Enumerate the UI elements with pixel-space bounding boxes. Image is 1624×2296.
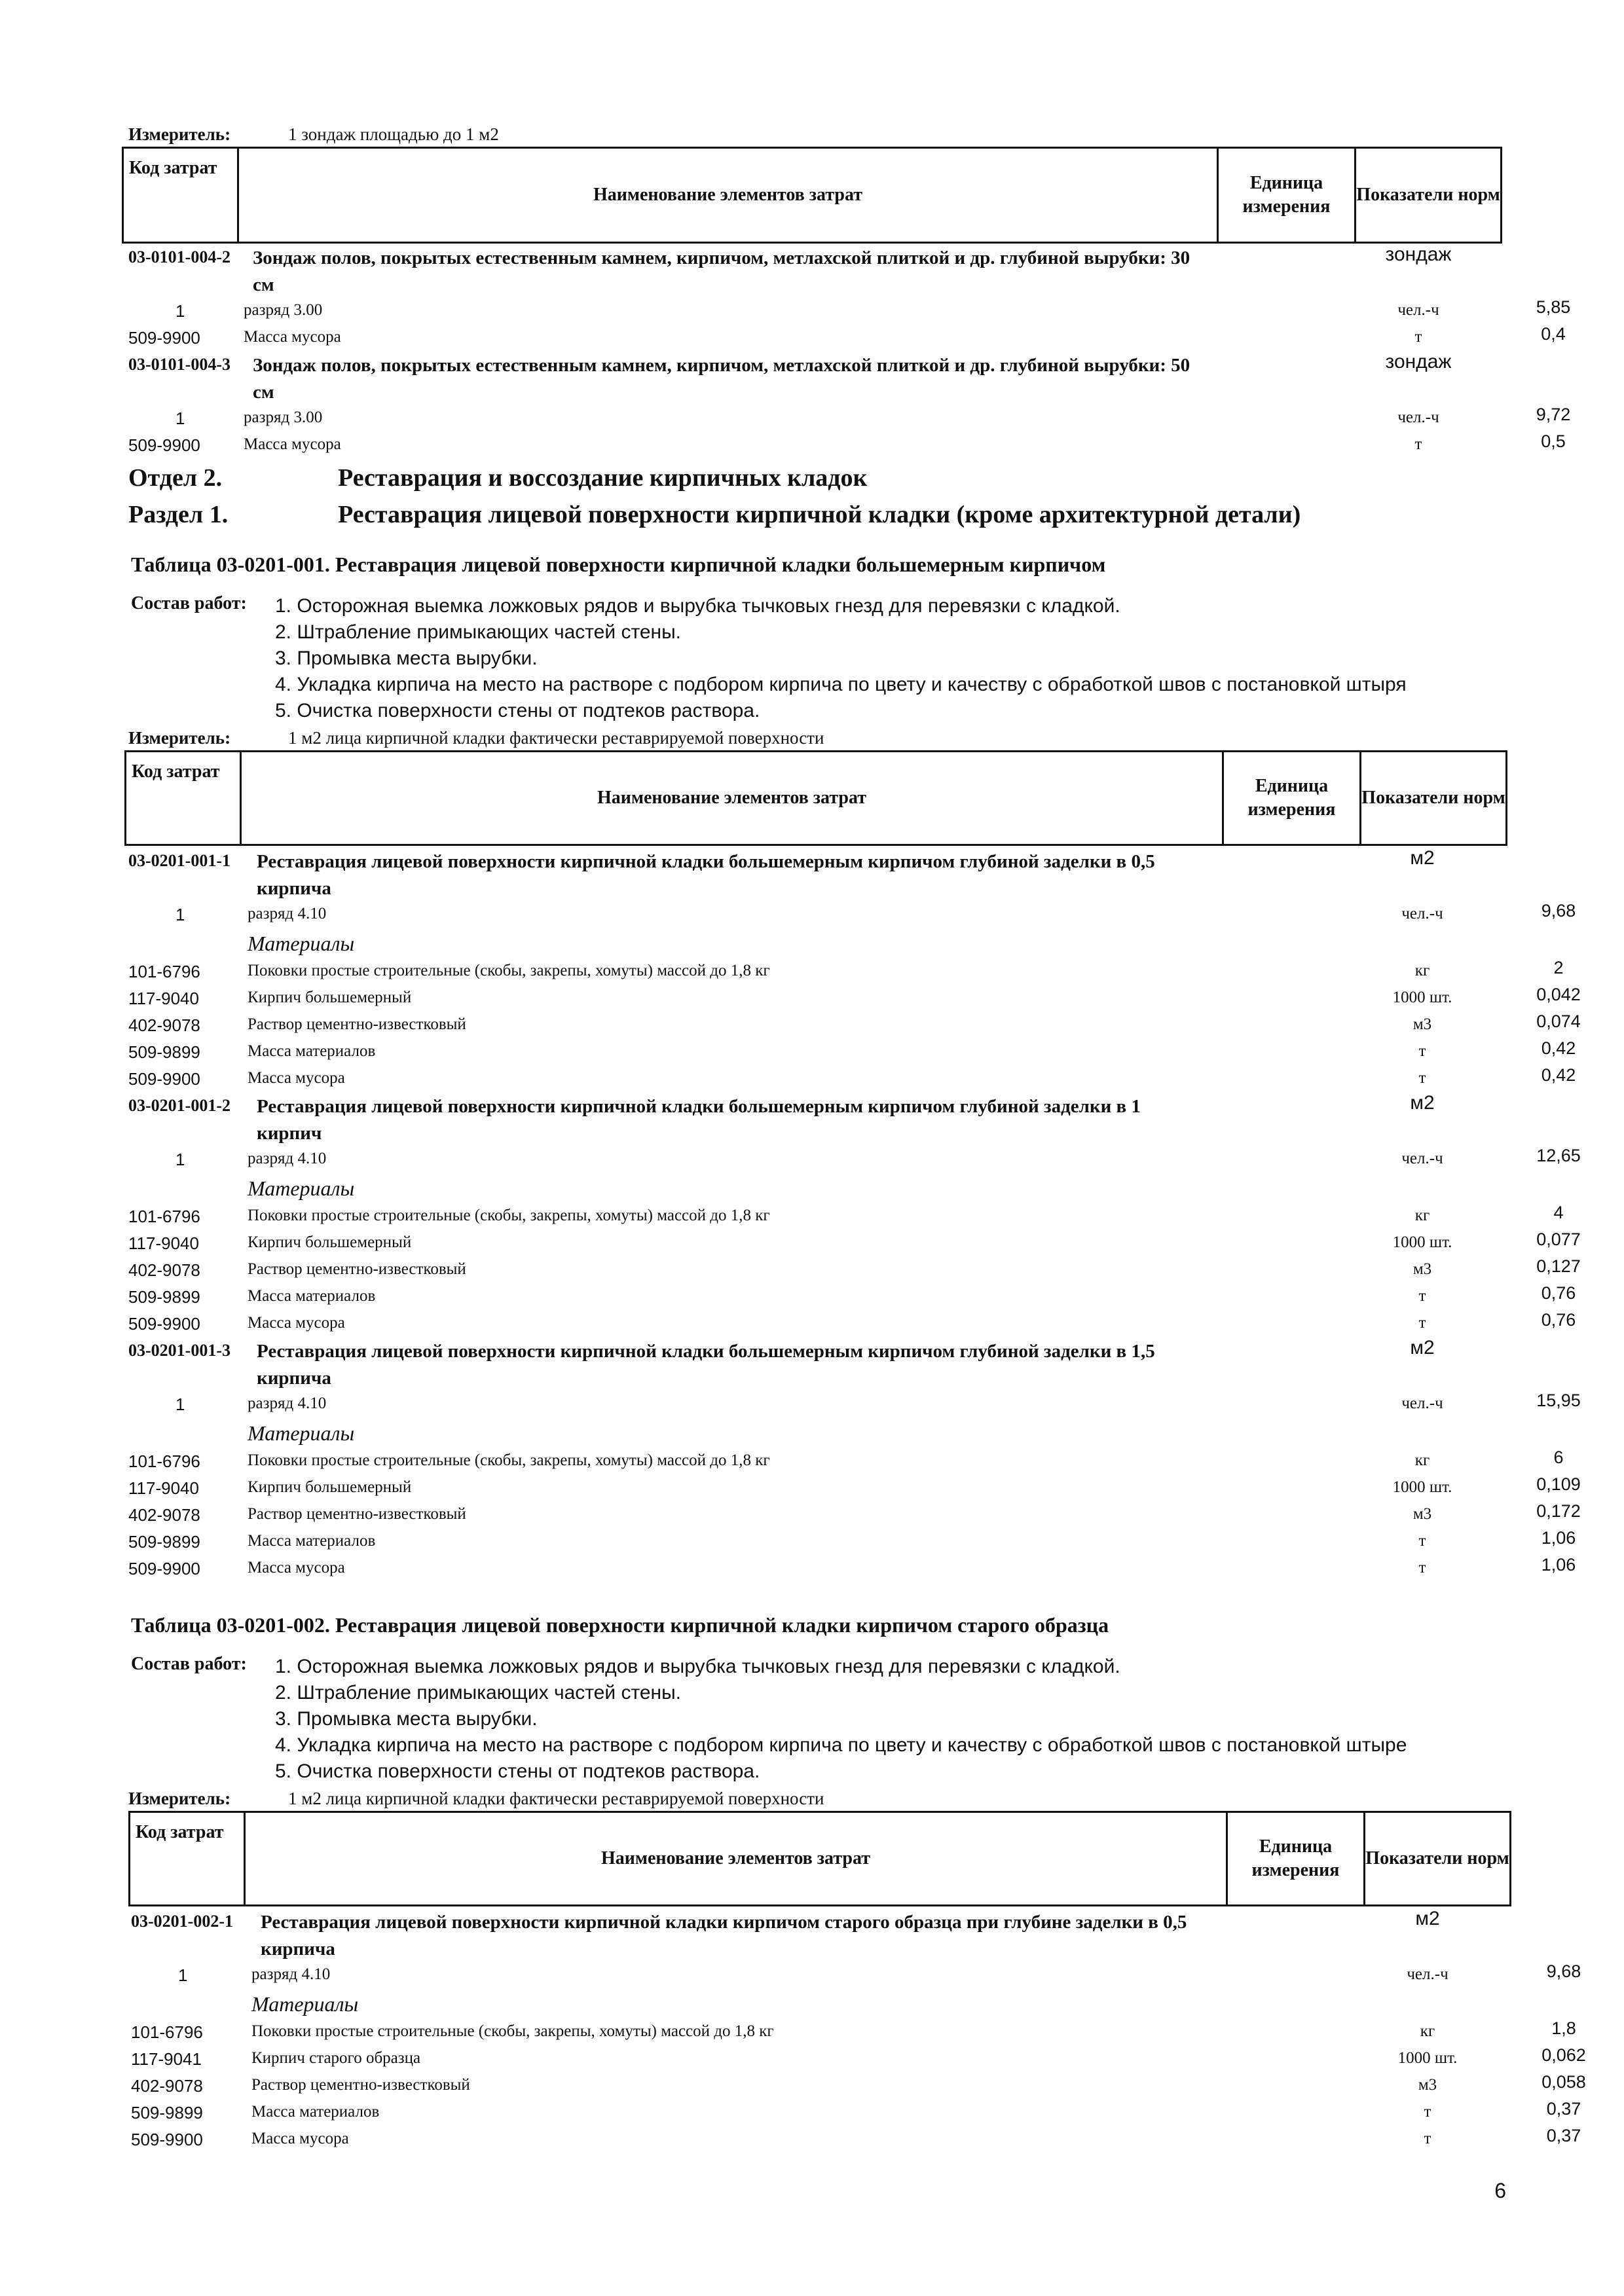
cell-norm: 9,72 — [1536, 405, 1571, 424]
resource-row — [128, 901, 1576, 932]
cell-unit: т — [1418, 1532, 1426, 1550]
header-unit: Единица измерения — [1224, 752, 1361, 844]
cell-unit: т — [1418, 1069, 1426, 1087]
otdel-title: Реставрация и воссоздание кирпичных кладок — [338, 464, 868, 492]
cell-code: 03-0201-002-1 — [131, 1912, 233, 1931]
table2-measure — [128, 1789, 824, 1809]
cell-name: Масса мусора — [244, 435, 341, 453]
cell-name: Раствор цементно-известковый — [251, 2076, 470, 2094]
cell-code: 402-9078 — [128, 1015, 200, 1035]
table2-title: Таблица 03-0201-002. Реставрация лицевой поверхности кирпичной кладки кирпичом старого образца — [131, 1613, 1109, 1637]
cell-code: 117-9041 — [131, 2049, 202, 2069]
cell-name: разряд 3.00 — [244, 409, 323, 426]
cell-code: 03-0101-004-2 — [128, 247, 231, 266]
cell-unit: чел.-ч — [1397, 409, 1439, 426]
cell-unit: м3 — [1418, 2076, 1437, 2094]
table1-measure — [128, 728, 824, 748]
cell-code: 402-9078 — [131, 2076, 203, 2096]
top-measure — [128, 124, 499, 145]
cell-name: Масса материалов — [248, 1287, 376, 1305]
cell-code: 509-9900 — [128, 1559, 200, 1578]
otdel-label: Отдел 2. — [128, 464, 223, 492]
resource-row — [128, 1203, 1564, 1234]
cell-unit: чел.-ч — [1401, 905, 1443, 922]
resource-row — [131, 2072, 1586, 2104]
cell-name: разряд 4.10 — [248, 905, 327, 922]
cell-code: 117-9040 — [128, 989, 199, 1008]
resource-row — [128, 1230, 1581, 1261]
razdel-title: Реставрация лицевой поверхности кирпичной кладки (кроме архитектурной детали) — [338, 501, 1301, 528]
work-item-row — [128, 244, 1510, 295]
cell-norm: 0,074 — [1536, 1011, 1581, 1031]
sostav-item: 5. Очистка поверхности стены от подтеков раствора. — [275, 700, 760, 721]
header-code: Код затрат — [130, 1813, 246, 1904]
cell-name: Зондаж полов, покрытых естественным камнем, кирпичом, метлахской плиткой и др. глубиной вырубки: 30 см — [253, 247, 1190, 295]
cell-norm: 0,172 — [1536, 1501, 1581, 1521]
cell-name: Кирпич старого образца — [251, 2049, 421, 2067]
table1-title: Таблица 03-0201-001. Реставрация лицевой поверхности кирпичной кладки большемерным кирпичом — [131, 553, 1106, 576]
resource-row — [128, 297, 1571, 329]
resource-row — [128, 958, 1564, 989]
cell-norm: 1,8 — [1551, 2018, 1576, 2038]
cell-code: 03-0201-001-2 — [128, 1096, 231, 1115]
table1-sostav — [131, 593, 1493, 728]
cell-norm: 0,077 — [1536, 1230, 1581, 1249]
cell-norm: 0,76 — [1541, 1310, 1576, 1330]
cell-name: Масса мусора — [248, 1069, 345, 1087]
sostav-item: 4. Укладка кирпича на место на растворе с подбором кирпича по цвету и качеству с обработкой швов с постановкой штыря — [275, 674, 1407, 695]
cell-code: 101-6796 — [128, 962, 200, 981]
cell-name: Раствор цементно-известковый — [248, 1505, 466, 1523]
cell-name: Реставрация лицевой поверхности кирпичной кладки большемерным кирпичом глубиной заделки в 0,5 кирпича — [257, 851, 1155, 899]
resource-row — [128, 1011, 1581, 1043]
cell-code: 402-9078 — [128, 1505, 200, 1525]
resource-row — [128, 431, 1566, 463]
cell-code: 509-9899 — [131, 2103, 203, 2123]
resource-row — [128, 324, 1566, 355]
cell-code: 101-6796 — [131, 2022, 203, 2042]
header-unit: Единица измерения — [1228, 1813, 1365, 1904]
cell-unit: кг — [1414, 1207, 1430, 1224]
cell-code: 101-6796 — [128, 1451, 200, 1471]
sostav-label: Состав работ: — [131, 1654, 247, 1674]
table2-header — [128, 1811, 1511, 1906]
materials-heading-row — [128, 932, 1510, 959]
cell-norm: 0,4 — [1541, 324, 1566, 344]
cell-unit: кг — [1420, 2022, 1435, 2040]
cell-unit: м2 — [1410, 847, 1435, 869]
sostav-item: 2. Штрабление примыкающих частей стены. — [275, 1682, 681, 1704]
cell-norm: 0,5 — [1541, 431, 1566, 451]
cell-name: Материалы — [248, 1176, 355, 1200]
cell-norm: 0,058 — [1541, 2072, 1586, 2092]
measure-value: 1 м2 лица кирпичной кладки фактически реставрируемой поверхности — [288, 1789, 824, 1808]
cell-unit: м3 — [1412, 1505, 1432, 1523]
cell-code: 1 — [175, 409, 185, 428]
cell-name: Кирпич большемерный — [248, 989, 412, 1006]
resource-row — [128, 1448, 1564, 1479]
cell-name: Материалы — [251, 1992, 359, 2016]
razdel-label: Раздел 1. — [128, 501, 229, 528]
resource-row — [128, 1146, 1581, 1177]
cell-unit: 1000 шт. — [1397, 2049, 1458, 2067]
cell-name: разряд 4.10 — [248, 1150, 327, 1167]
measure-value: 1 зондаж площадью до 1 м2 — [288, 124, 499, 144]
sostav-item: 1. Осторожная выемка ложковых рядов и вырубка тычковых гнезд для перевязки с кладкой. — [275, 595, 1120, 617]
cell-norm: 0,37 — [1546, 2099, 1581, 2119]
cell-unit: т — [1418, 1559, 1426, 1576]
resource-row — [128, 985, 1581, 1016]
cell-unit: чел.-ч — [1407, 1965, 1449, 1983]
cell-code: 402-9078 — [128, 1260, 200, 1280]
cell-code: 509-9900 — [128, 328, 200, 348]
work-item-row — [128, 1092, 1510, 1144]
work-item-row — [128, 351, 1510, 403]
cell-unit: м2 — [1410, 1337, 1435, 1358]
header-name: Наименование элементов затрат — [242, 752, 1224, 844]
resource-row — [131, 2018, 1576, 2050]
sostav-item: 4. Укладка кирпича на место на растворе с подбором кирпича по цвету и качеству с обработкой швов с постановкой штыре — [275, 1734, 1407, 1756]
measure-label: Измеритель: — [128, 124, 231, 144]
cell-unit: зондаж — [1385, 351, 1452, 373]
cell-code: 1 — [175, 905, 185, 924]
cell-code: 1 — [175, 1150, 185, 1169]
cell-name: Поковки простые строительные (скобы, закрепы, хомуты) массой до 1,8 кг — [248, 962, 770, 979]
cell-unit: т — [1424, 2130, 1431, 2147]
cell-name: Масса материалов — [248, 1532, 376, 1550]
resource-row — [128, 1256, 1581, 1288]
header-unit: Единица измерения — [1219, 149, 1356, 242]
cell-code: 509-9899 — [128, 1532, 200, 1552]
cell-unit: т — [1418, 1314, 1426, 1332]
cell-name: Поковки простые строительные (скобы, закрепы, хомуты) массой до 1,8 кг — [248, 1451, 770, 1469]
cell-unit: м3 — [1412, 1015, 1432, 1033]
cell-unit: т — [1414, 328, 1422, 346]
cell-unit: м2 — [1415, 1908, 1440, 1929]
materials-heading-row — [131, 1992, 1513, 2020]
header-code: Код затрат — [126, 752, 242, 844]
materials-heading-row — [128, 1176, 1510, 1204]
table-header — [122, 147, 1502, 244]
sostav-item: 5. Очистка поверхности стены от подтеков раствора. — [275, 1760, 760, 1782]
cell-unit: зондаж — [1385, 244, 1452, 265]
cell-norm: 0,42 — [1541, 1038, 1576, 1058]
cell-unit: 1000 шт. — [1392, 1478, 1452, 1496]
cell-norm: 0,042 — [1536, 985, 1581, 1004]
cell-code: 03-0201-001-1 — [128, 851, 231, 870]
cell-code: 101-6796 — [128, 1207, 200, 1226]
cell-code: 1 — [175, 301, 185, 321]
cell-name: разряд 4.10 — [248, 1394, 327, 1412]
cell-code: 509-9899 — [128, 1287, 200, 1307]
cell-code: 509-9900 — [128, 1314, 200, 1334]
cell-name: Поковки простые строительные (скобы, закрепы, хомуты) массой до 1,8 кг — [251, 2022, 774, 2040]
cell-unit: т — [1418, 1042, 1426, 1060]
work-item-row — [131, 1908, 1513, 1959]
cell-norm: 5,85 — [1536, 297, 1571, 317]
table1-header — [124, 750, 1507, 846]
cell-norm: 1,06 — [1541, 1555, 1576, 1575]
page-number: 6 — [1494, 2179, 1506, 2202]
cell-unit: чел.-ч — [1401, 1394, 1443, 1412]
resource-row — [128, 1391, 1581, 1422]
resource-row — [128, 1528, 1576, 1559]
header-code: Код затрат — [124, 149, 239, 242]
sostav-item: 2. Штрабление примыкающих частей стены. — [275, 621, 681, 643]
cell-norm: 1,06 — [1541, 1528, 1576, 1548]
cell-norm: 9,68 — [1541, 901, 1576, 920]
cell-code: 509-9899 — [128, 1042, 200, 1062]
work-item-row — [128, 847, 1510, 899]
header-norm: Показатели норм — [1356, 184, 1500, 205]
resource-row — [128, 1310, 1576, 1341]
cell-norm: 0,127 — [1536, 1256, 1581, 1276]
cell-name: Реставрация лицевой поверхности кирпичной кладки большемерным кирпичом глубиной заделки в 1,5 кирпича — [257, 1341, 1155, 1389]
otdel-heading — [128, 464, 868, 492]
cell-norm: 4 — [1553, 1203, 1564, 1222]
cell-norm: 0,062 — [1541, 2045, 1586, 2065]
cell-name: Кирпич большемерный — [248, 1233, 412, 1251]
measure-label: Измеритель: — [128, 1789, 231, 1808]
cell-unit: кг — [1414, 962, 1430, 979]
cell-name: Реставрация лицевой поверхности кирпичной кладки большемерным кирпичом глубиной заделки в 1 кирпич — [257, 1096, 1141, 1144]
header-name: Наименование элементов затрат — [246, 1813, 1228, 1904]
resource-row — [128, 1555, 1576, 1586]
cell-name: Масса мусора — [248, 1559, 345, 1576]
cell-name: Кирпич большемерный — [248, 1478, 412, 1496]
cell-unit: 1000 шт. — [1392, 989, 1452, 1006]
cell-name: Масса материалов — [251, 2103, 380, 2121]
cell-norm: 0,42 — [1541, 1065, 1576, 1085]
cell-unit: 1000 шт. — [1392, 1233, 1452, 1251]
cell-norm: 2 — [1553, 958, 1564, 977]
cell-name: Материалы — [248, 1421, 355, 1445]
resource-row — [131, 1961, 1581, 1993]
resource-row — [128, 405, 1571, 436]
cell-name: Материалы — [248, 932, 355, 955]
cell-unit: м2 — [1410, 1092, 1435, 1114]
resource-row — [128, 1501, 1581, 1533]
resource-row — [128, 1474, 1581, 1506]
cell-code: 1 — [175, 1394, 185, 1414]
cell-unit: чел.-ч — [1401, 1150, 1443, 1167]
resource-row — [131, 2126, 1581, 2157]
cell-name: разряд 3.00 — [244, 301, 323, 319]
measure-value: 1 м2 лица кирпичной кладки фактически реставрируемой поверхности — [288, 728, 824, 748]
cell-name: Поковки простые строительные (скобы, закрепы, хомуты) массой до 1,8 кг — [248, 1207, 770, 1224]
cell-code: 509-9900 — [128, 1069, 200, 1089]
header-name: Наименование элементов затрат — [239, 149, 1219, 242]
sostav-item: 1. Осторожная выемка ложковых рядов и вырубка тычковых гнезд для перевязки с кладкой. — [275, 1656, 1120, 1677]
cell-code: 03-0101-004-3 — [128, 355, 231, 374]
header-norm: Показатели норм — [1361, 787, 1505, 808]
cell-name: Раствор цементно-известковый — [248, 1015, 466, 1033]
resource-row — [131, 2099, 1581, 2130]
resource-row — [128, 1283, 1576, 1315]
cell-code: 509-9900 — [131, 2130, 203, 2149]
cell-norm: 9,68 — [1546, 1961, 1581, 1981]
cell-norm: 12,65 — [1536, 1146, 1581, 1165]
table2-sostav — [131, 1654, 1493, 1789]
sostav-item: 3. Промывка места вырубки. — [275, 1708, 538, 1730]
resource-row — [131, 2045, 1586, 2077]
cell-name: Масса мусора — [244, 328, 341, 346]
materials-heading-row — [128, 1421, 1510, 1449]
cell-norm: 0,109 — [1536, 1474, 1581, 1494]
cell-norm: 0,76 — [1541, 1283, 1576, 1303]
resource-row — [128, 1038, 1576, 1070]
cell-unit: чел.-ч — [1397, 301, 1439, 319]
sostav-item: 3. Промывка места вырубки. — [275, 647, 538, 669]
header-norm: Показатели норм — [1365, 1848, 1509, 1868]
cell-code: 117-9040 — [128, 1478, 199, 1498]
cell-code: 509-9900 — [128, 435, 200, 455]
cell-unit: т — [1424, 2103, 1431, 2121]
cell-unit: т — [1414, 435, 1422, 453]
sostav-label: Состав работ: — [131, 593, 247, 613]
measure-label: Измеритель: — [128, 728, 231, 748]
cell-name: Масса мусора — [251, 2130, 349, 2147]
razdel-heading — [128, 500, 1301, 529]
resource-row — [128, 1065, 1576, 1097]
cell-norm: 6 — [1553, 1448, 1564, 1467]
cell-name: Раствор цементно-известковый — [248, 1260, 466, 1278]
cell-code: 1 — [178, 1965, 188, 1985]
cell-unit: т — [1418, 1287, 1426, 1305]
work-item-row — [128, 1337, 1510, 1389]
cell-name: Масса мусора — [248, 1314, 345, 1332]
cell-unit: м3 — [1412, 1260, 1432, 1278]
cell-code: 03-0201-001-3 — [128, 1341, 231, 1360]
cell-code: 117-9040 — [128, 1233, 199, 1253]
cell-name: Реставрация лицевой поверхности кирпичной кладки кирпичом старого образца при глубине заделки в 0,5 кирпича — [261, 1912, 1187, 1959]
cell-name: Зондаж полов, покрытых естественным камнем, кирпичом, метлахской плиткой и др. глубиной вырубки: 50 см — [253, 355, 1190, 403]
cell-name: Масса материалов — [248, 1042, 376, 1060]
cell-norm: 15,95 — [1536, 1391, 1581, 1410]
cell-name: разряд 4.10 — [251, 1965, 331, 1983]
cell-unit: кг — [1414, 1451, 1430, 1469]
cell-norm: 0,37 — [1546, 2126, 1581, 2145]
